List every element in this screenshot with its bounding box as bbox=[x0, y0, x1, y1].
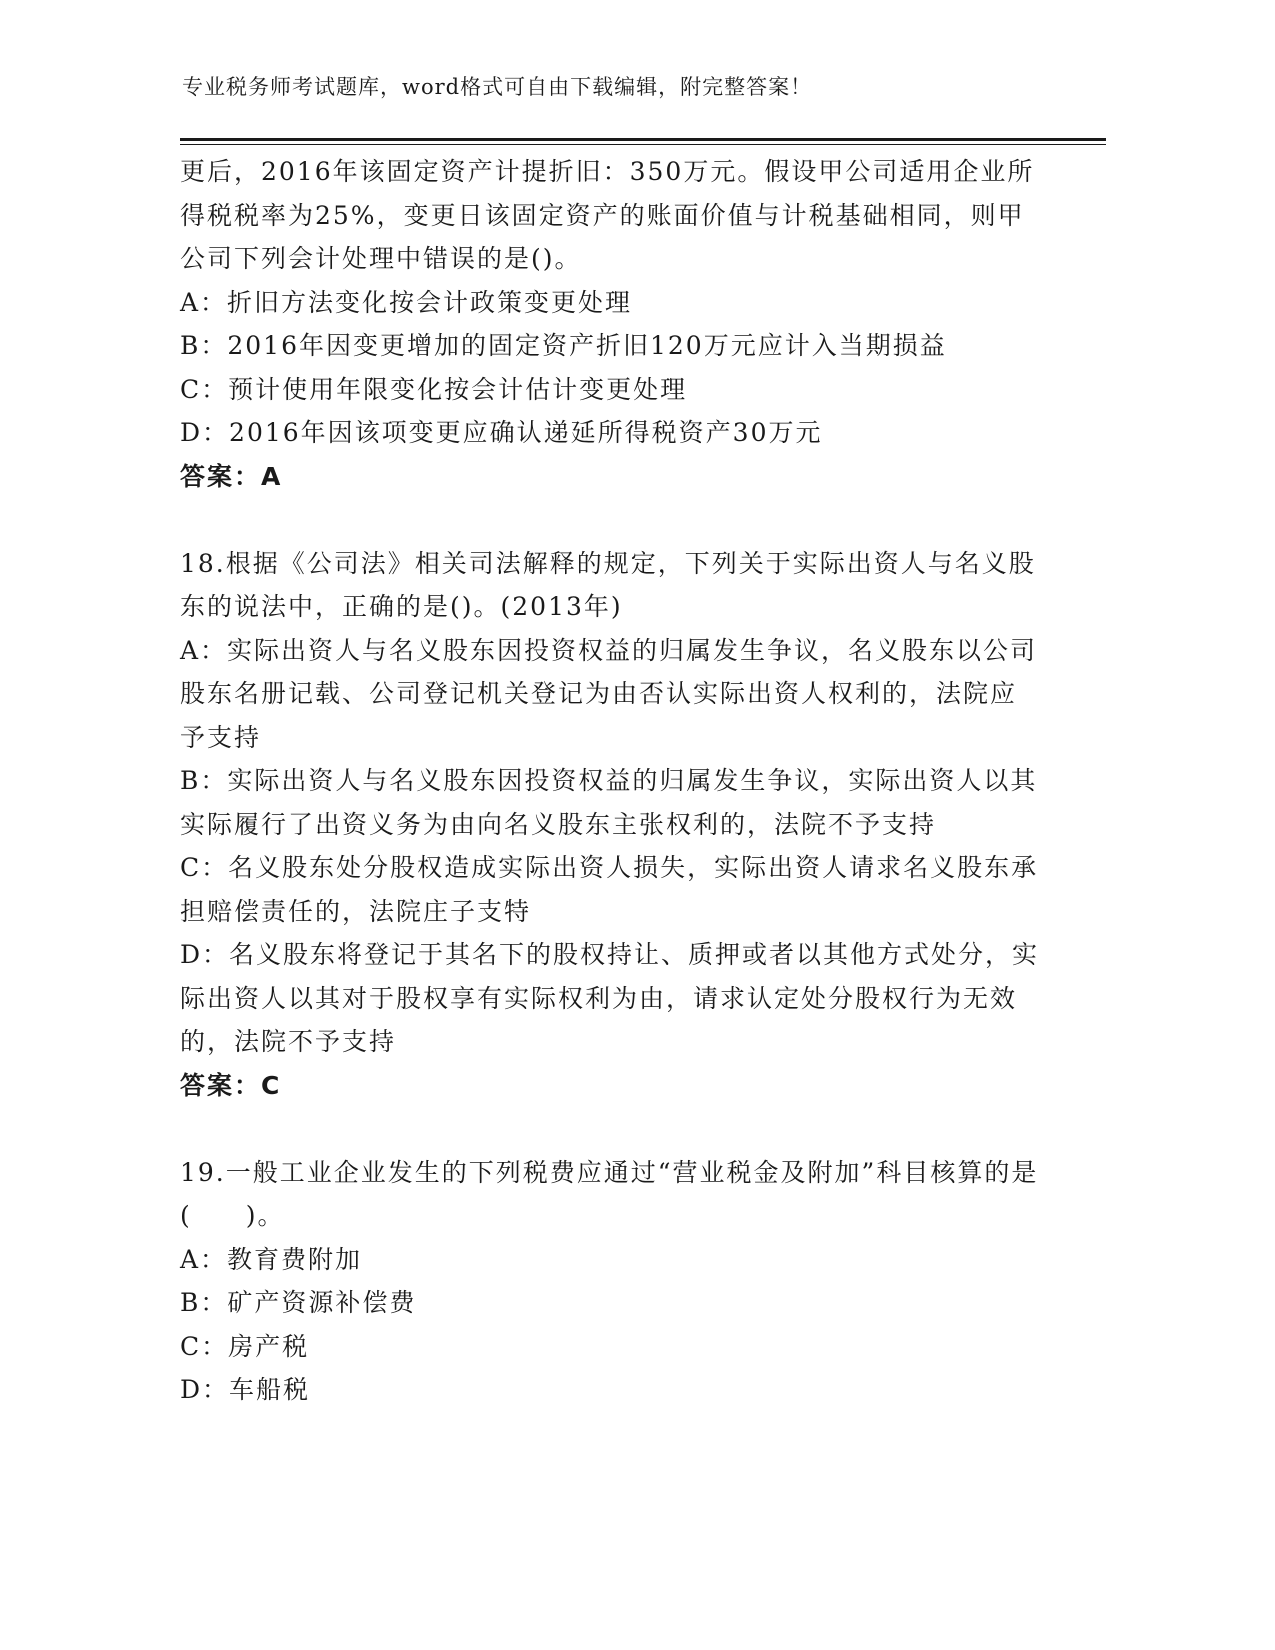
document-body bbox=[180, 150, 1040, 1412]
option-d: D：2016年因该项变更应确认递延所得税资产30万元 bbox=[180, 418, 823, 447]
option-c: C：房产税 bbox=[180, 1331, 310, 1361]
option-d: D：车船税 bbox=[180, 1375, 311, 1404]
question-stem: 更后，2016年该固定资产计提折旧：350万元。假设甲公司适用企业所得税税率为25%，变更日该固定资产的账面价值与计税基础相同，则甲公司下列会计处理中错误的是()。 bbox=[180, 157, 1035, 273]
spacer bbox=[180, 1107, 1040, 1151]
option-a: A：教育费附加 bbox=[180, 1244, 363, 1274]
answer: 答案：A bbox=[180, 461, 283, 491]
option-d: D：名义股东将登记于其名下的股权持让、质押或者以其他方式处分，实际出资人以其对于股权享有实际权利为由，请求认定处分股权行为无效的，法院不予支持 bbox=[180, 940, 1040, 1056]
option-b: B：矿产资源补偿费 bbox=[180, 1288, 417, 1317]
question-18 bbox=[180, 542, 1040, 1108]
option-b: B：实际出资人与名义股东因投资权益的归属发生争议，实际出资人以其实际履行了出资义务为由向名义股东主张权利的，法院不予支持 bbox=[180, 766, 1038, 839]
question-stem: 18.根据《公司法》相关司法解释的规定，下列关于实际出资人与名义股东的说法中，正确的是()。(2013年) bbox=[180, 548, 1036, 621]
option-c: C：预计使用年限变化按会计估计变更处理 bbox=[180, 374, 688, 404]
page-header: 专业税务师考试题库，word格式可自由下载编辑，附完整答案！ bbox=[182, 75, 813, 99]
header-rule-thick bbox=[180, 138, 1106, 141]
question-19 bbox=[180, 1151, 1040, 1412]
option-c: C：名义股东处分股权造成实际出资人损失，实际出资人请求名义股东承担赔偿责任的，法院庄子支特 bbox=[180, 853, 1039, 926]
header-rule-thin bbox=[180, 144, 1106, 145]
option-b: B：2016年因变更增加的固定资产折旧120万元应计入当期损益 bbox=[180, 331, 947, 360]
question-17 bbox=[180, 150, 1040, 498]
answer: 答案：C bbox=[180, 1070, 282, 1100]
question-stem: 19.一般工业企业发生的下列税费应通过“营业税金及附加”科目核算的是( )。 bbox=[180, 1157, 1039, 1230]
option-a: A：实际出资人与名义股东因投资权益的归属发生争议，名义股东以公司股东名册记载、公司登记机关登记为由否认实际出资人权利的，法院应予支持 bbox=[180, 635, 1038, 752]
spacer bbox=[180, 498, 1040, 542]
option-a: A：折旧方法变化按会计政策变更处理 bbox=[180, 287, 633, 317]
